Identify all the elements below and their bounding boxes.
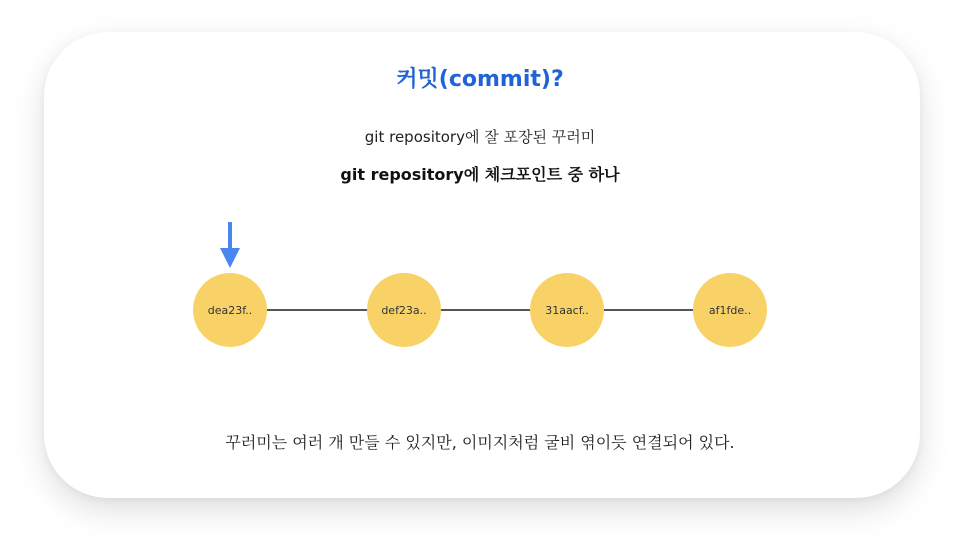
commit-node [193, 273, 267, 347]
description-line-1: git repository에 잘 포장된 꾸러미 [364, 128, 596, 146]
description-line-2: git repository에 체크포인트 중 하나 [340, 165, 620, 184]
commit-hash-label: af1fde.. [708, 304, 752, 317]
commit-hash-label: 31aacf.. [545, 304, 589, 317]
commit-node [530, 273, 604, 347]
footer-caption: 꾸러미는 여러 개 만들 수 있지만, 이미지처럼 굴비 엮이듯 연결되어 있다. [225, 433, 735, 452]
commit-node [693, 273, 767, 347]
commit-hash-label: dea23f.. [207, 304, 253, 317]
arrow-down-icon [220, 222, 240, 268]
commit-hash-label: def23a.. [381, 304, 427, 317]
commit-node [367, 273, 441, 347]
page-title: 커밋(commit)? [396, 67, 564, 92]
